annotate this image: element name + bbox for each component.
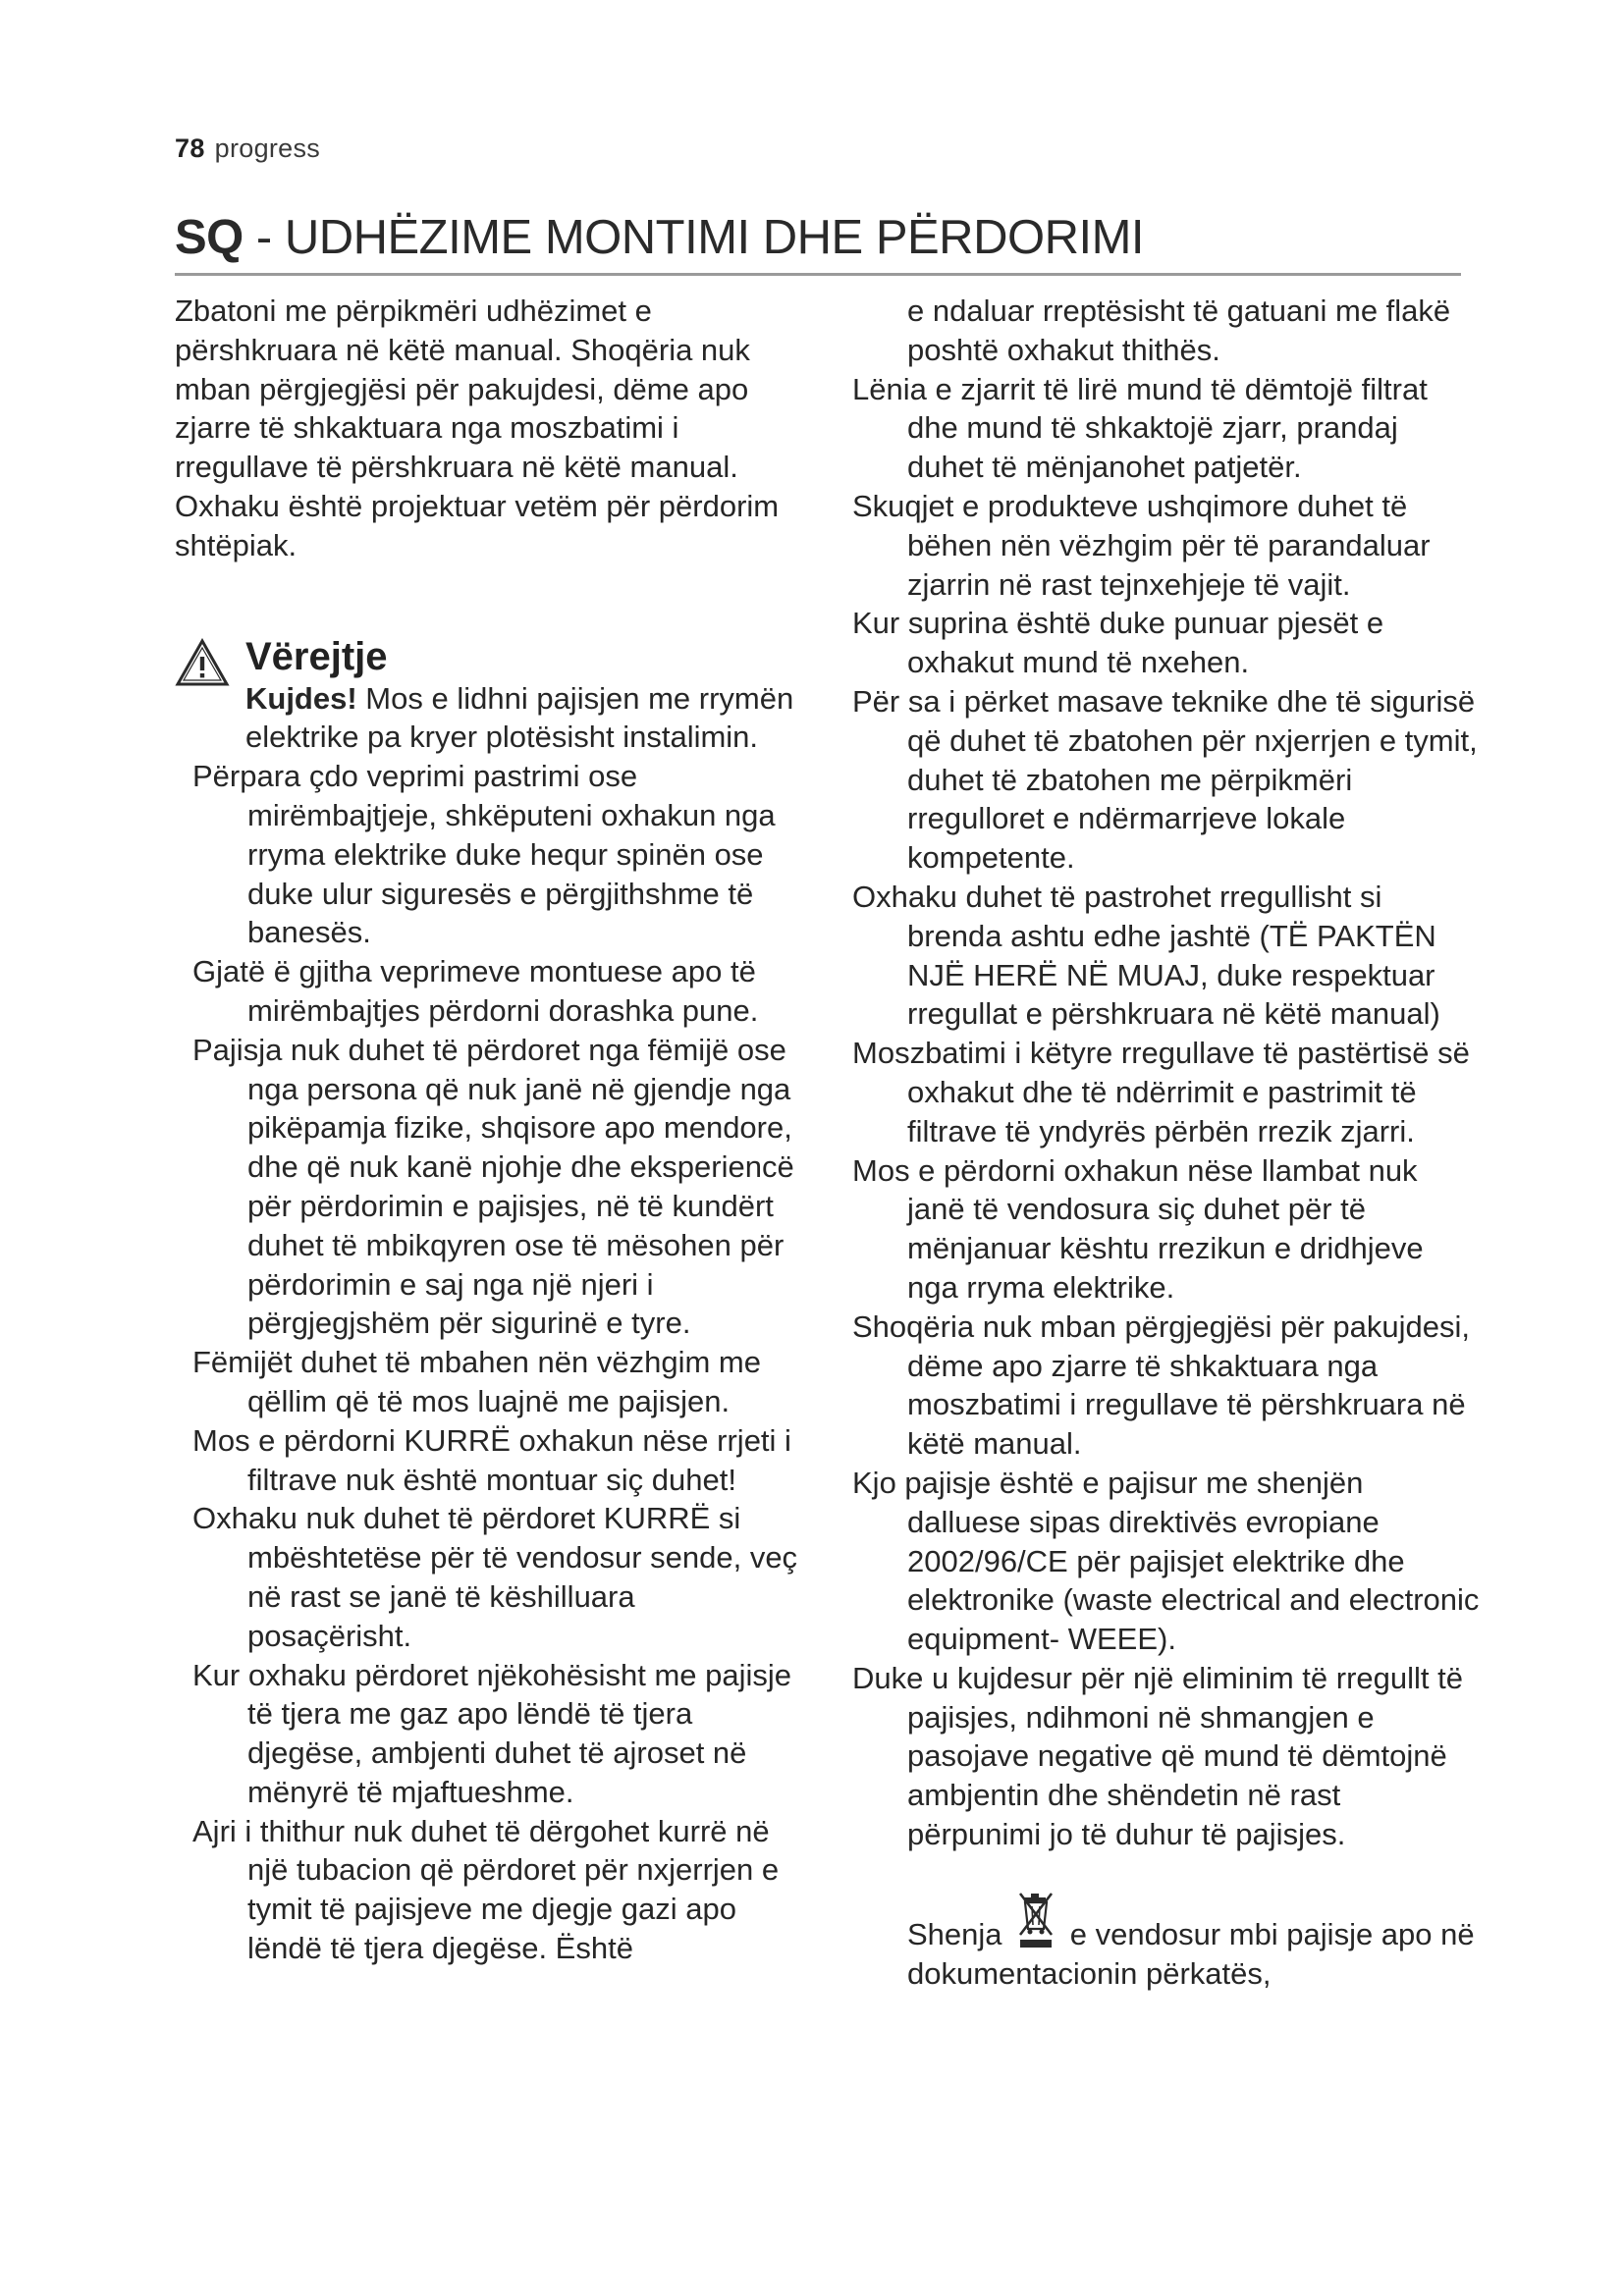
warning-triangle-icon bbox=[175, 638, 230, 687]
notice-heading bbox=[175, 634, 803, 679]
list-item: Mos e përdorni KURRË oxhakun nëse rrjeti i filtrave nuk është montuar siç duhet! bbox=[192, 1422, 791, 1497]
page-title bbox=[175, 208, 1461, 276]
list-item: Fëmijët duhet të mbahen nën vëzhgim me qëllim që të mos luajnë me pajisjen. bbox=[192, 1345, 761, 1418]
weee-text-before: Shenja bbox=[907, 1916, 1011, 1951]
list-item: Oxhaku nuk duhet të përdoret KURRË si mbështetëse për të vendosur sende, veç në rast se janë të këshilluara posaçërisht. bbox=[192, 1501, 798, 1653]
intro-paragraph: Zbatoni me përpikmëri udhëzimet e përshkruara në këtë manual. Shoqëria nuk mban përgjegjësi për pakujdesi, dëme apo zjarre të shkaktuara nga moszbatimi i rregullave të përshkruara në këtë manual. Oxhaku është projektuar vetëm për përdorim shtëpiak. bbox=[175, 294, 780, 562]
brand-name: progress bbox=[214, 133, 321, 163]
right-column bbox=[852, 292, 1481, 1993]
page-number: 78 bbox=[175, 133, 205, 163]
list-item: Kur oxhaku përdoret njëkohësisht me pajisje të tjera me gaz apo lëndë të tjera djegëse, ambjenti duhet të ajroset në mënyrë të mjaftueshme. bbox=[192, 1657, 792, 1809]
list-item: Gjatë ë gjitha veprimeve montuese apo të mirëmbajtjes përdorni dorashka pune. bbox=[192, 954, 759, 1028]
list-item: Duke u kujdesur për një eliminim të rregullt të pajisjes, ndihmoni në shmangjen e pasojave negative që mund të dëmtojnë ambjentin dhe shëndetin në rast përpunimi jo të duhur të pajisjes. bbox=[852, 1660, 1463, 1852]
language-code: SQ bbox=[175, 211, 244, 264]
notice-title: Vërejtje bbox=[245, 634, 388, 678]
list-item: Kjo pajisje është e pajisur me shenjën dalluese sipas direktivës evropiane 2002/96/CE për pajisjet elektrike dhe elektronike (waste electrical and electronic equipment- WEEE). bbox=[852, 1465, 1480, 1657]
left-items bbox=[175, 757, 803, 1968]
list-item: Oxhaku duhet të pastrohet rregullisht si brenda ashtu edhe jashtë (TË PAKTËN NJË HERË NË MUAJ, duke respektuar rregullat e përshkruara në këtë manual) bbox=[852, 879, 1440, 1032]
weee-paragraph bbox=[852, 1890, 1481, 1994]
continuation-text: e ndaluar rreptësisht të gatuani me flakë poshtë oxhakut thithës. bbox=[907, 294, 1451, 367]
left-column bbox=[175, 292, 803, 1968]
notice-bold: Kujdes! bbox=[245, 680, 357, 716]
list-item: Mos e përdorni oxhakun nëse llambat nuk janë të vendosura siç duhet për të mënjanuar kështu rrezikun e dridhjeve nga rryma elektrike. bbox=[852, 1152, 1424, 1305]
list-item: Përpara çdo veprimi pastrimi ose mirëmbajtjeje, shkëputeni oxhakun nga rryma elektrike duke hequr spinën ose duke ulur siguresës e përgjithshme të banesës. bbox=[192, 759, 776, 950]
list-item: Ajri i thithur nuk duhet të dërgohet kurrë në një tubacion që përdoret për nxjerrjen e tymit të pajisjeve me djegje gazi apo lëndë të tjera djegëse. Është bbox=[192, 1813, 780, 1966]
notice-body: Mos e lidhni pajisjen me rrymën elektrike pa kryer plotësisht instalimin. bbox=[245, 680, 794, 755]
weee-text-after: e vendosur mbi pajisje apo në dokumentacionin përkatës, bbox=[907, 1916, 1475, 1991]
page-header bbox=[175, 133, 320, 164]
list-item: Moszbatimi i këtyre rregullave të pastërtisë së oxhakut dhe të ndërrimit e pastrimit të filtrave të yndyrës përbën rrezik zjarri. bbox=[852, 1036, 1470, 1148]
list-item: Pajisja nuk duhet të përdoret nga fëmijë ose nga persona që nuk janë në gjendje nga pikëpamja fizike, shqisore apo mendore, dhe që nuk kanë njohje dhe eksperiencë për përdorimin e pajisjes, në të kundërt duhet të mbikqyren ose të mësohen për përdorimin e saj nga një njeri i përgjegjshëm për sigurinë e tyre. bbox=[192, 1032, 794, 1341]
list-item: Shoqëria nuk mban përgjegjësi për pakujdesi, dëme apo zjarre të shkaktuara nga moszbatimi i rregullave të përshkruara në këtë manual. bbox=[852, 1308, 1471, 1462]
notice-text bbox=[245, 679, 803, 758]
list-item: Lënia e zjarrit të lirë mund të dëmtojë filtrat dhe mund të shkaktojë zjarr, prandaj duhet të mënjanohet patjetër. bbox=[852, 371, 1428, 485]
list-item: Kur suprina është duke punuar pjesët e oxhakut mund të nxehen. bbox=[852, 606, 1384, 680]
crossed-bin-icon bbox=[1014, 1890, 1057, 1950]
title-text: - UDHËZIME MONTIMI DHE PËRDORIMI bbox=[243, 211, 1145, 264]
list-item: Skuqjet e produkteve ushqimore duhet të bëhen nën vëzhgim për të parandaluar zjarrin në rast tejnxehjeje të vajit. bbox=[852, 488, 1431, 602]
list-item: Për sa i përket masave teknike dhe të sigurisë që duhet të zbatohen për nxjerrjen e tymit, duhet të zbatohen me përpikmëri rregulloret e ndërmarrjeve lokale kompetente. bbox=[852, 683, 1478, 876]
